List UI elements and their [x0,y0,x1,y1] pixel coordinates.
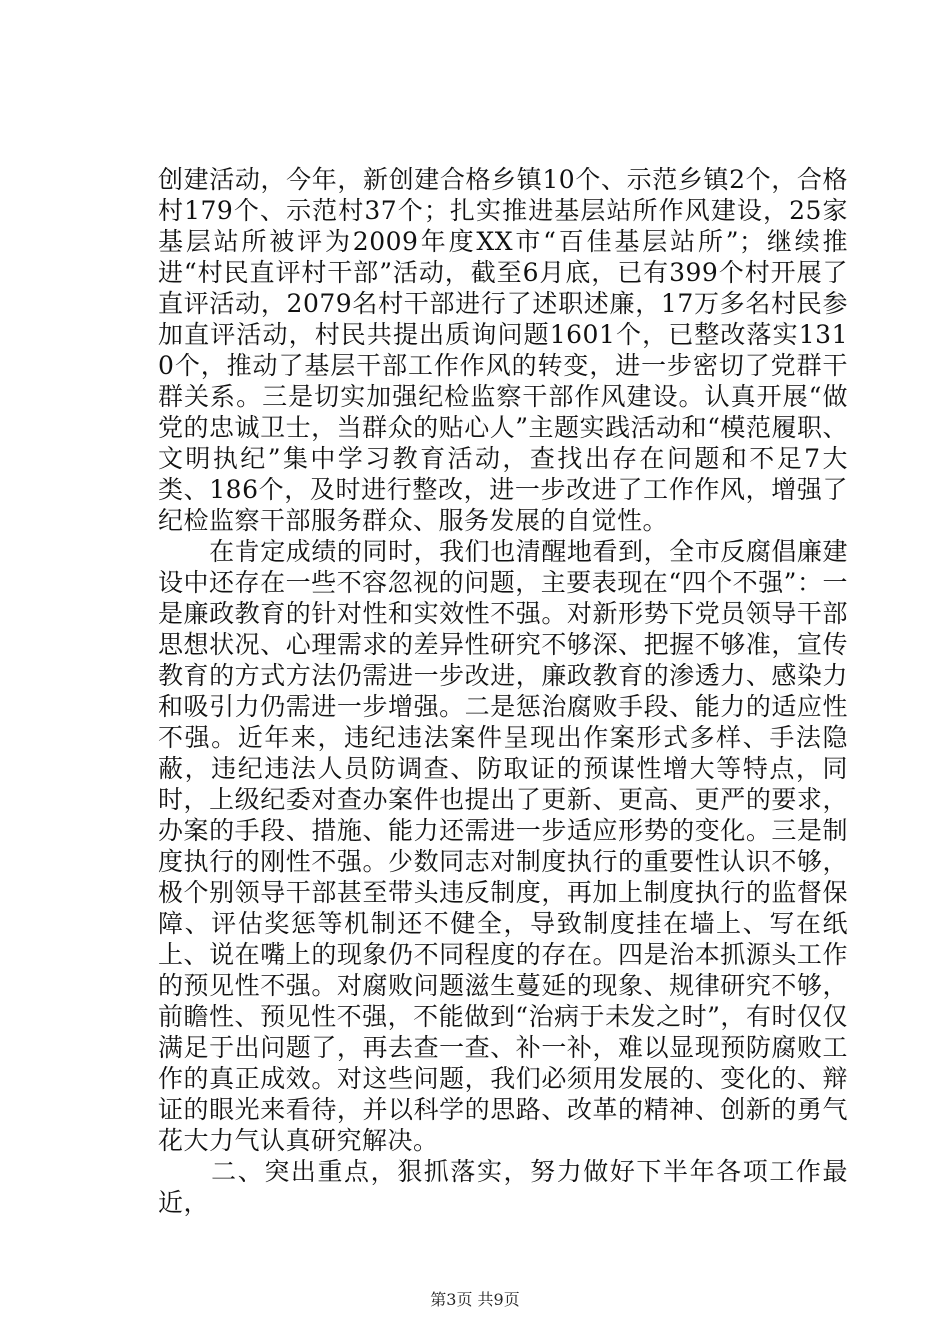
paragraph-2: 在肯定成绩的同时，我们也清醒地看到，全市反腐倡廉建设中还存在一些不容忽视的问题，主要表现在“四个不强”：一是廉政教育的针对性和实效性不强。对新形势下党员领导干部思想状况、心理需求的差异性研究不够深、把握不够准，宣传教育的方式方法仍需进一步改进，廉政教育的渗透力、感染力和吸引力仍需进一步增强。二是惩治腐败手段、能力的适应性不强。近年来，违纪违法案件呈现出作案形式多样、手法隐蔽，违纪违法人员防调查、防取证的预谋性增大等特点，同时，上级纪委对查办案件也提出了更新、更高、更严的要求，办案的手段、措施、能力还需进一步适应形势的变化。三是制度执行的刚性不强。少数同志对制度执行的重要性认识不够，极个别领导干部甚至带头违反制度，再加上制度执行的监督保障、评估奖惩等机制还不健全，导致制度挂在墙上、写在纸上、说在嘴上的现象仍不同程度的存在。四是治本抓源头工作的预见性不强。对腐败问题滋生蔓延的现象、规律研究不够，前瞻性、预见性不强，不能做到“治病于未发之时”，有时仅仅满足于出问题了，再去查一查、补一补，难以显现预防腐败工作的真正成效。对这些问题，我们必须用发展的、变化的、辩证的眼光来看待，并以科学的思路、改革的精神、创新的勇气花大力气认真研究解决。 [158,537,848,1155]
body-text [158,164,848,1218]
page-number-label: 第3页 共9页 [430,1290,520,1309]
paragraph-3: 二、突出重点，狠抓落实，努力做好下半年各项工作最近， [158,1157,848,1217]
page-footer [0,1290,950,1310]
paragraph-1: 创建活动，今年，新创建合格乡镇10个、示范乡镇2个，合格村179个、示范村37个；扎实推进基层站所作风建设，25家基层站所被评为2009年度XX市“百佳基层站所”；继续推进“村民直评村干部”活动，截至6月底，已有399个村开展了直评活动，2079名村干部进行了述职述廉，17万多名村民参加直评活动，村民共提出质询问题1601个，已整改落实1310个，推动了基层干部工作作风的转变，进一步密切了党群干群关系。三是切实加强纪检监察干部作风建设。认真开展“做党的忠诚卫士，当群众的贴心人”主题实践活动和“模范履职、文明执纪”集中学习教育活动，查找出存在问题和不足7大类、186个，及时进行整改，进一步改进了工作作风，增强了纪检监察干部服务群众、服务发展的自觉性。 [158,165,848,535]
